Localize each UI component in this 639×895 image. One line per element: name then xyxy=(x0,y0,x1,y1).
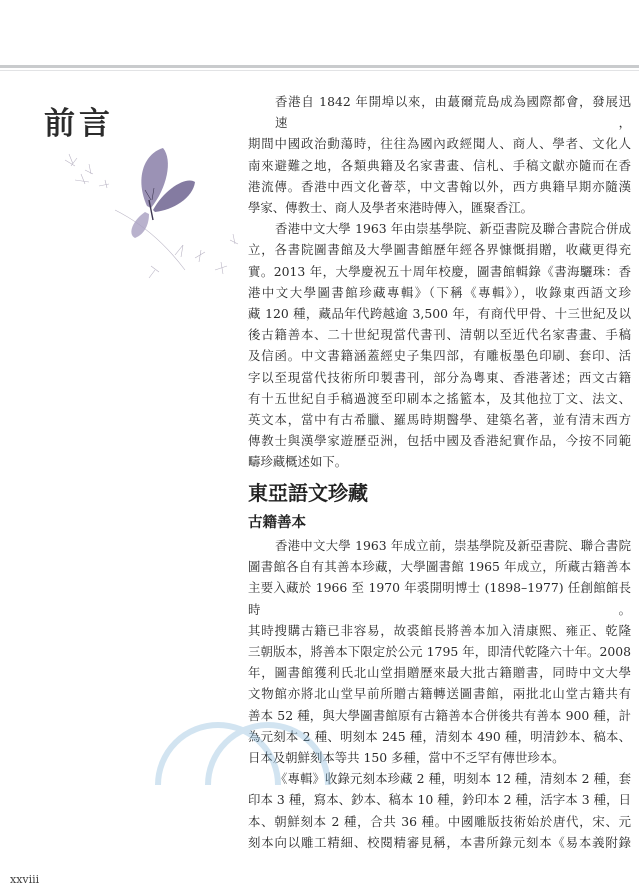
text-line: 立，各書院圖書館及大學圖書館歷年經各界慷慨捐贈，收藏更得充 xyxy=(248,242,631,258)
text-line: 港流傳。香港中西文化薈萃，中文書翰以外，西方典籍早期亦隨漢 xyxy=(248,178,631,194)
header-rule xyxy=(0,65,639,68)
text-line: 後古籍善本、二十世紀現當代書刊、清朝以至近代名家書畫、手稿 xyxy=(248,327,631,343)
text-line: 南來避難之地，各類典籍及名家書畫、信札、手稿文獻亦隨而在香 xyxy=(248,157,631,173)
text-line: 為元刻本 2 種、明刻本 245 種，清刻本 490 種，明清鈔本、稿本、 xyxy=(248,728,631,744)
butterfly-icon xyxy=(131,148,195,238)
text-line: 香港中文大學 1963 年成立前，崇基學院及新亞書院、聯合書院 xyxy=(275,538,631,553)
text-line: 疇珍藏概述如下。 xyxy=(248,454,348,470)
text-line: 印本 3 種，寫本、鈔本、稿本 10 種，鈐印本 2 種，活字本 3 種，日 xyxy=(248,792,631,808)
header-rule-thin xyxy=(0,70,639,71)
text-line: 英文本，當中有古希臘、羅馬時期醫學、建築名著，並有清末西方 xyxy=(248,412,631,428)
section-text xyxy=(248,535,631,853)
text-line: 香港自 1842 年開埠以來，由蕞爾荒島成為國際都會，發展迅速， xyxy=(275,94,631,131)
text-line: 期間中國政治動蕩時，往往為國內政經聞人、商人、學者、文化人 xyxy=(248,136,631,152)
intro-text xyxy=(248,91,631,473)
text-line: 圖書館各自有其善本珍藏，大學圖書館 1965 年成立，所藏古籍善本 xyxy=(248,559,631,575)
text-line: 刻本向以雕工精細、校閱精審見稱，本書所錄元刻本《易本義附錄 xyxy=(248,834,631,850)
text-line: 文物館亦將北山堂早前所贈古籍轉送圖書館，兩批北山堂古籍共有 xyxy=(248,686,631,702)
text-line: 實。2013 年，大學慶祝五十周年校慶，圖書館輯錄《書海驪珠：香 xyxy=(248,263,631,279)
text-line: 港中文大學圖書館珍藏專輯》（下稱《專輯》），收錄東西語文珍 xyxy=(248,284,631,300)
page-title: 前言 xyxy=(44,106,114,142)
butterfly-illustration xyxy=(55,140,245,290)
text-line: 傳教士與漢學家遊歷亞洲，包括中國及香港紀實作品，今按不同範 xyxy=(248,433,631,449)
text-line: 年，圖書館獲利氏北山堂捐贈歷來最大批古籍贈書，同時中文大學 xyxy=(248,665,631,681)
text-line: 字以至現當代技術所印製書刊，部分為粵東、香港著述；西文古籍 xyxy=(248,369,631,385)
text-line: 藏 120 種，藏品年代跨越逾 3,500 年，有商代甲骨、十三世紀及以 xyxy=(248,306,631,322)
text-line: 本、朝鮮刻本 2 種，合共 36 種。中國雕版技術始於唐代，宋、元 xyxy=(248,813,631,829)
text-line: 日本及朝鮮刻本等共 150 多種，當中不乏罕有傳世珍本。 xyxy=(248,750,565,766)
text-line: 香港中文大學 1963 年由崇基學院、新亞書院及聯合書院合併成 xyxy=(275,221,631,237)
text-line: 《專輯》收錄元刻本珍藏 2 種，明刻本 12 種，清刻本 2 種，套 xyxy=(275,771,631,787)
text-line: 有十五世紀自手稿過渡至印刷本之搖籃本，及其他拉丁文、法文、 xyxy=(248,390,631,406)
text-line: 主要入藏於 1966 至 1970 年裘開明博士 (1898–1977) 任創館館長時。 xyxy=(248,580,631,617)
text-line: 學家、傳教士、商人及學者來港時傳入，匯聚香江。 xyxy=(248,200,533,216)
page-number: xxviii xyxy=(10,873,40,886)
section-heading: 東亞語文珍藏 xyxy=(248,481,368,505)
text-line: 及信函。中文書籍涵蓋經史子集四部，有雕板墨色印刷、套印、活 xyxy=(248,348,631,364)
text-line: 三朝版本，將善本下限定於公元 1795 年，即清代乾隆六十年。2008 xyxy=(248,644,631,660)
text-line: 其時搜購古籍已非容易，故裘館長將善本加入清康熙、雍正、乾隆 xyxy=(248,622,631,638)
subsection-heading: 古籍善本 xyxy=(248,514,306,531)
text-line: 善本 52 種，與大學圖書館原有古籍善本合併後共有善本 900 種，計 xyxy=(248,707,631,723)
